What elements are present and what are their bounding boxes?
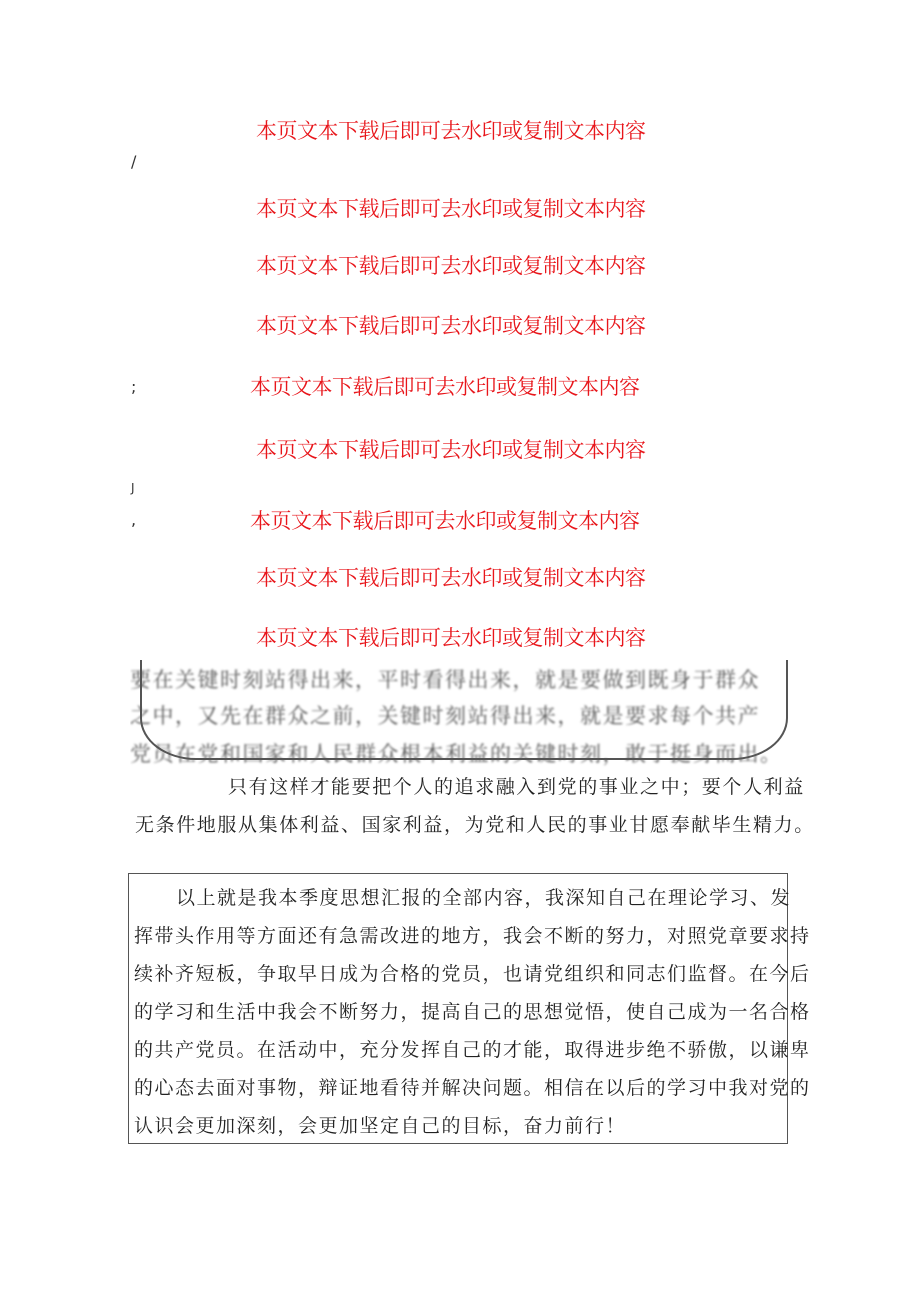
stray-mark-slash: / bbox=[131, 152, 137, 171]
paragraph-line-2: 无条件地服从集体利益、国家利益，为党和人民的事业甘愿奉献毕生精力。 bbox=[135, 814, 815, 836]
watermark-line-4: 本页文本下载后即可去水印或复制文本内容 bbox=[256, 314, 646, 338]
watermark-line-8: 本页文本下载后即可去水印或复制文本内容 bbox=[256, 566, 646, 590]
summary-line-7: 认识会更加深刻，会更加坚定自己的目标，奋力前行！ bbox=[134, 1115, 627, 1137]
paragraph-line-1: 只有这样才能要把个人的追求融入到党的事业之中；要个人利益 bbox=[228, 776, 805, 798]
summary-line-1: 以上就是我本季度思想汇报的全部内容，我深知自己在理论学习、发 bbox=[176, 887, 792, 909]
stray-mark-semicolon: ; bbox=[131, 377, 137, 396]
scanned-line-3: 党员在党和国家和人民群众根本利益的关键时刻，敢于挺身而出。 bbox=[130, 742, 783, 766]
watermark-line-3: 本页文本下载后即可去水印或复制文本内容 bbox=[256, 254, 646, 278]
watermark-line-5: 本页文本下载后即可去水印或复制文本内容 bbox=[250, 375, 640, 399]
scanned-text-fragment bbox=[130, 660, 790, 772]
summary-line-5: 的共产党员。在活动中，充分发挥自己的才能，取得进步绝不骄傲，以谦卑 bbox=[134, 1039, 811, 1061]
stray-mark-j: J bbox=[131, 481, 135, 495]
stray-mark-comma: , bbox=[131, 510, 137, 529]
watermark-line-2: 本页文本下载后即可去水印或复制文本内容 bbox=[256, 197, 646, 221]
summary-line-2: 挥带头作用等方面还有急需改进的地方，我会不断的努力，对照党章要求持 bbox=[134, 925, 811, 947]
watermark-line-1: 本页文本下载后即可去水印或复制文本内容 bbox=[256, 119, 646, 143]
watermark-line-6: 本页文本下载后即可去水印或复制文本内容 bbox=[256, 438, 646, 462]
watermark-line-9: 本页文本下载后即可去水印或复制文本内容 bbox=[256, 626, 646, 650]
summary-box bbox=[128, 873, 811, 1144]
summary-line-4: 的学习和生活中我会不断努力，提高自己的思想觉悟，使自己成为一名合格 bbox=[134, 1001, 811, 1023]
summary-line-3: 续补齐短板，争取早日成为合格的党员，也请党组织和同志们监督。在今后 bbox=[134, 963, 811, 985]
watermark-line-7: 本页文本下载后即可去水印或复制文本内容 bbox=[250, 509, 640, 533]
scanned-line-2: 之中，又先在群众之前，关键时刻站得出来，就是要求每个共产 bbox=[130, 704, 760, 728]
summary-line-6: 的心态去面对事物，辩证地看待并解决问题。相信在以后的学习中我对党的 bbox=[134, 1077, 811, 1099]
scanned-line-1: 要在关键时刻站得出来，平时看得出来，就是要做到既身于群众 bbox=[130, 668, 760, 692]
